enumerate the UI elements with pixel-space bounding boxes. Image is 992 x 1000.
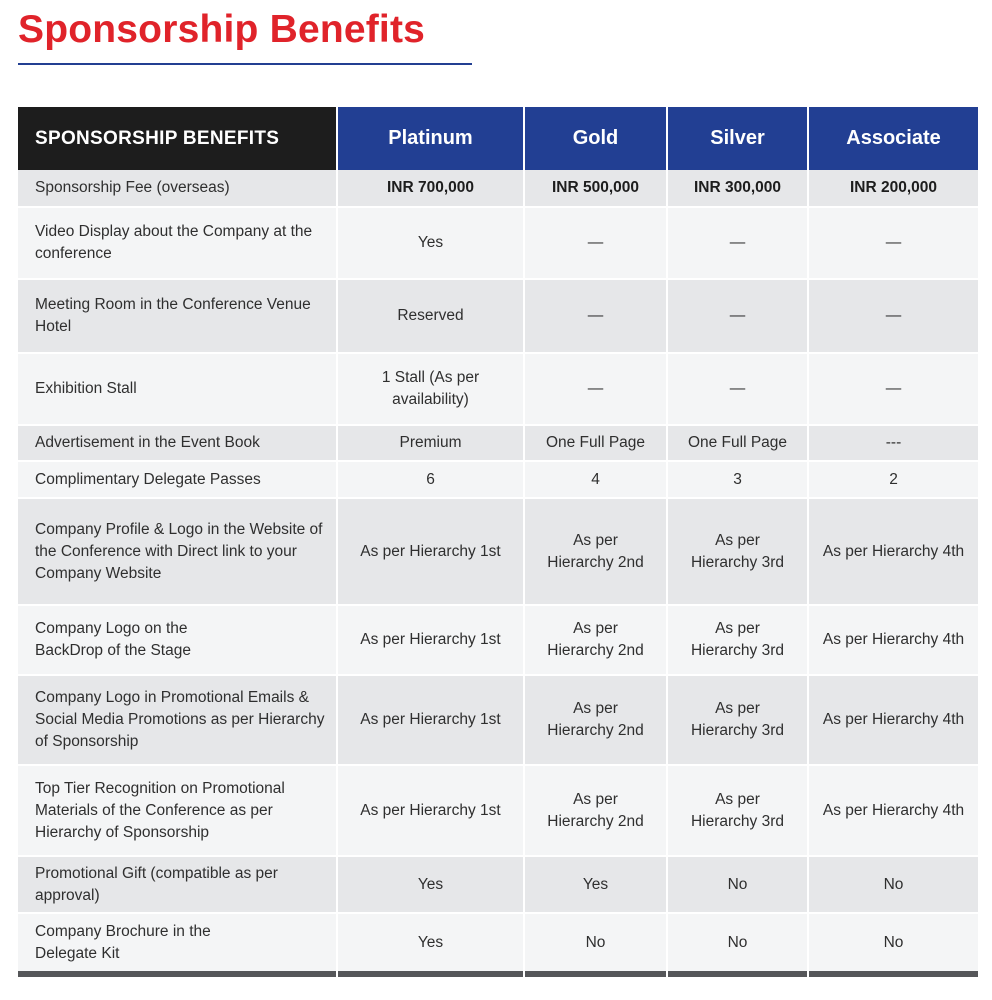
cell-platinum: Yes (338, 208, 523, 280)
cell-platinum: As per Hierarchy 1st (338, 676, 523, 766)
cell-platinum: Premium (338, 426, 523, 462)
cell-associate: As per Hierarchy 4th (809, 766, 978, 857)
cell-gold: As per Hierarchy 2nd (525, 766, 666, 857)
cell-silver: — (668, 280, 807, 354)
table-header-row (18, 107, 978, 170)
cell-platinum: INR 700,000 (338, 170, 523, 208)
cell-gold: As per Hierarchy 2nd (525, 499, 666, 606)
cell-gold: 4 (525, 462, 666, 499)
cell-silver: No (668, 914, 807, 977)
cell-silver: — (668, 354, 807, 426)
header-associate: Associate (809, 107, 978, 170)
table-row (18, 280, 978, 354)
header-platinum: Platinum (338, 107, 523, 170)
table-row (18, 914, 978, 977)
header-silver: Silver (668, 107, 807, 170)
cell-silver: 3 (668, 462, 807, 499)
row-label: Company Profile & Logo in the Website of the Conference with Direct link to your Company Website (18, 499, 336, 606)
cell-gold: As per Hierarchy 2nd (525, 606, 666, 676)
cell-gold: — (525, 208, 666, 280)
cell-silver: As per Hierarchy 3rd (668, 606, 807, 676)
sponsorship-benefits-table (16, 107, 980, 977)
cell-associate: 2 (809, 462, 978, 499)
cell-associate: INR 200,000 (809, 170, 978, 208)
cell-silver: As per Hierarchy 3rd (668, 499, 807, 606)
row-label: Sponsorship Fee (overseas) (18, 170, 336, 208)
table-row (18, 676, 978, 766)
table-row (18, 606, 978, 676)
cell-gold: — (525, 354, 666, 426)
header-gold: Gold (525, 107, 666, 170)
table-row (18, 499, 978, 606)
cell-silver: INR 300,000 (668, 170, 807, 208)
header-benefits: SPONSORSHIP BENEFITS (18, 107, 336, 170)
cell-gold: — (525, 280, 666, 354)
cell-silver: No (668, 857, 807, 914)
row-label: Top Tier Recognition on Promotional Materials of the Conference as per Hierarchy of Sponsorship (18, 766, 336, 857)
cell-gold: As per Hierarchy 2nd (525, 676, 666, 766)
row-label: Complimentary Delegate Passes (18, 462, 336, 499)
table-row (18, 857, 978, 914)
cell-associate: As per Hierarchy 4th (809, 606, 978, 676)
row-label: Company Logo in Promotional Emails & Social Media Promotions as per Hierarchy of Sponsorship (18, 676, 336, 766)
cell-platinum: Reserved (338, 280, 523, 354)
cell-platinum: 6 (338, 462, 523, 499)
cell-gold: One Full Page (525, 426, 666, 462)
table-row (18, 462, 978, 499)
cell-associate: No (809, 857, 978, 914)
cell-platinum: As per Hierarchy 1st (338, 606, 523, 676)
cell-associate: No (809, 914, 978, 977)
table-row (18, 354, 978, 426)
cell-platinum: Yes (338, 914, 523, 977)
cell-platinum: As per Hierarchy 1st (338, 766, 523, 857)
row-label: Advertisement in the Event Book (18, 426, 336, 462)
cell-associate: As per Hierarchy 4th (809, 499, 978, 606)
title-underline (18, 63, 472, 65)
cell-platinum: Yes (338, 857, 523, 914)
page-title: Sponsorship Benefits (18, 8, 426, 51)
cell-associate: --- (809, 426, 978, 462)
row-label: Company Brochure in the Delegate Kit (18, 914, 336, 977)
row-label: Promotional Gift (compatible as per approval) (18, 857, 336, 914)
row-label: Exhibition Stall (18, 354, 336, 426)
cell-silver: One Full Page (668, 426, 807, 462)
cell-gold: No (525, 914, 666, 977)
cell-gold: Yes (525, 857, 666, 914)
cell-associate: — (809, 208, 978, 280)
table-row (18, 426, 978, 462)
cell-silver: — (668, 208, 807, 280)
cell-platinum: As per Hierarchy 1st (338, 499, 523, 606)
cell-silver: As per Hierarchy 3rd (668, 676, 807, 766)
cell-platinum: 1 Stall (As per availability) (338, 354, 523, 426)
cell-associate: — (809, 280, 978, 354)
cell-associate: — (809, 354, 978, 426)
cell-associate: As per Hierarchy 4th (809, 676, 978, 766)
row-label: Company Logo on the BackDrop of the Stage (18, 606, 336, 676)
row-label: Video Display about the Company at the conference (18, 208, 336, 280)
cell-silver: As per Hierarchy 3rd (668, 766, 807, 857)
row-label: Meeting Room in the Conference Venue Hotel (18, 280, 336, 354)
table-row (18, 208, 978, 280)
table-row (18, 766, 978, 857)
table-row (18, 170, 978, 208)
cell-gold: INR 500,000 (525, 170, 666, 208)
